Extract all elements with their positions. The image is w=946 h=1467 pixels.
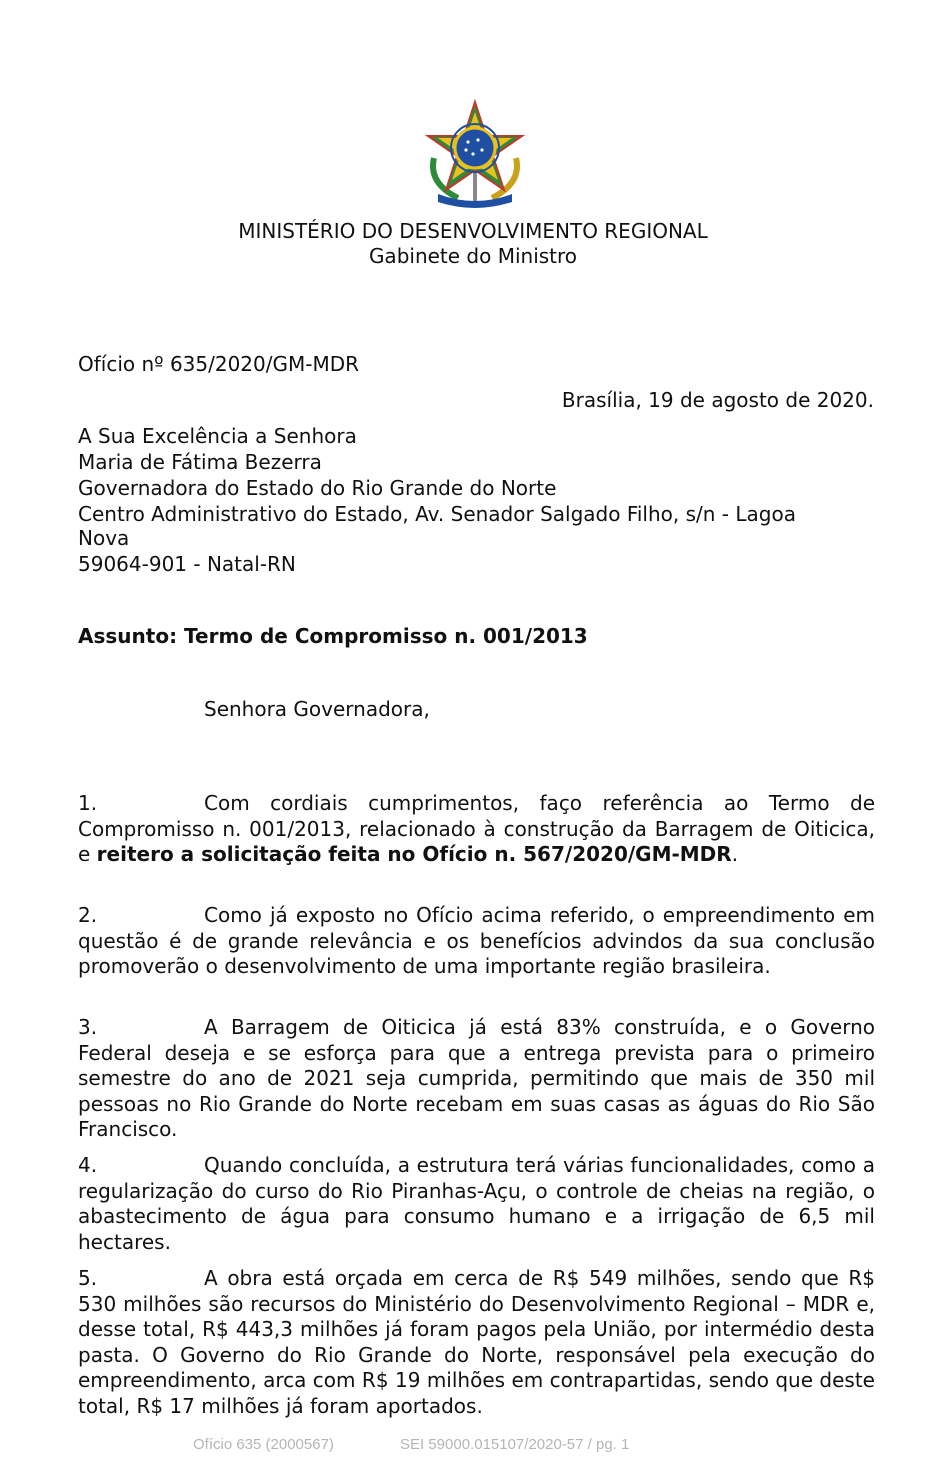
document-reference: Ofício nº 635/2020/GM-MDR: [78, 352, 360, 376]
recipient-line-6: 59064-901 - Natal-RN: [78, 552, 296, 576]
paragraph-text: A obra está orçada em cerca de R$ 549 milhões, sendo que R$ 530 milhões são recursos do Ministério do Desenvolvimento Regional – MDR e, desse total, R$ 443,3 milhões já foram pagos pela União, por intermédio desta pasta. O Governo do Rio Grande do Norte, responsável pela execução do empreendimento, arca com R$ 19 milhões em contrapartidas, sendo que deste total, R$ 17 milhões já foram aportados.: [78, 1266, 875, 1418]
paragraph-1: [78, 791, 875, 868]
ministry-title: MINISTÉRIO DO DESENVOLVIMENTO REGIONAL: [238, 219, 708, 243]
paragraph-2: [78, 903, 875, 980]
paragraph-text: Com cordiais cumprimentos, faço referência ao Termo de Compromisso n. 001/2013, relacionado à construção da Barragem de Oiticica, e: [78, 791, 875, 866]
paragraph-number: 5.: [78, 1266, 98, 1290]
recipient-line-2: Maria de Fátima Bezerra: [78, 450, 322, 474]
coat-of-arms-of-brazil-icon: [418, 98, 532, 210]
paragraph-text: Quando concluída, a estrutura terá várias funcionalidades, como a regularização do curso do Rio Piranhas-Açu, o controle de cheias na região, o abastecimento de água para consumo humano e a irrigação de 6,5 mil hectares.: [78, 1153, 875, 1254]
recipient-line-1: A Sua Excelência a Senhora: [78, 424, 357, 448]
paragraph-4: [78, 1153, 875, 1255]
footer-document-id: Ofício 635 (2000567): [193, 1436, 334, 1453]
paragraph-5: [78, 1266, 875, 1419]
paragraph-number: 1.: [78, 791, 98, 815]
paragraph-number: 4.: [78, 1153, 98, 1177]
place-date: Brasília, 19 de agosto de 2020.: [561, 388, 874, 412]
paragraph-3: [78, 1015, 875, 1143]
recipient-line-5: Nova: [78, 526, 130, 550]
paragraph-number: 2.: [78, 903, 98, 927]
recipient-line-4: Centro Administrativo do Estado, Av. Senador Salgado Filho, s/n - Lagoa: [78, 502, 796, 526]
salutation: Senhora Governadora,: [204, 697, 430, 721]
paragraph-number: 3.: [78, 1015, 98, 1039]
office-subtitle: Gabinete do Ministro: [368, 244, 578, 268]
paragraph-bold-text: reitero a solicitação feita no Ofício n. 567/2020/GM-MDR: [96, 842, 732, 866]
paragraph-text: Como já exposto no Ofício acima referido, o empreendimento em questão é de grande relevância e os benefícios advindos da sua conclusão promoverão o desenvolvimento de uma importante região brasileira.: [78, 903, 875, 978]
subject-line: Assunto: Termo de Compromisso n. 001/2013: [78, 624, 588, 648]
recipient-line-3: Governadora do Estado do Rio Grande do Norte: [78, 476, 557, 500]
paragraph-text-end: .: [731, 842, 739, 866]
footer-sei-number: SEI 59000.015107/2020-57 / pg. 1: [400, 1436, 630, 1453]
paragraph-text: A Barragem de Oiticica já está 83% construída, e o Governo Federal deseja e se esforça para que a entrega prevista para o primeiro semestre do ano de 2021 seja cumprida, permitindo que mais de 350 mil pessoas no Rio Grande do Norte recebam em suas casas as águas do Rio São Francisco.: [78, 1015, 875, 1141]
